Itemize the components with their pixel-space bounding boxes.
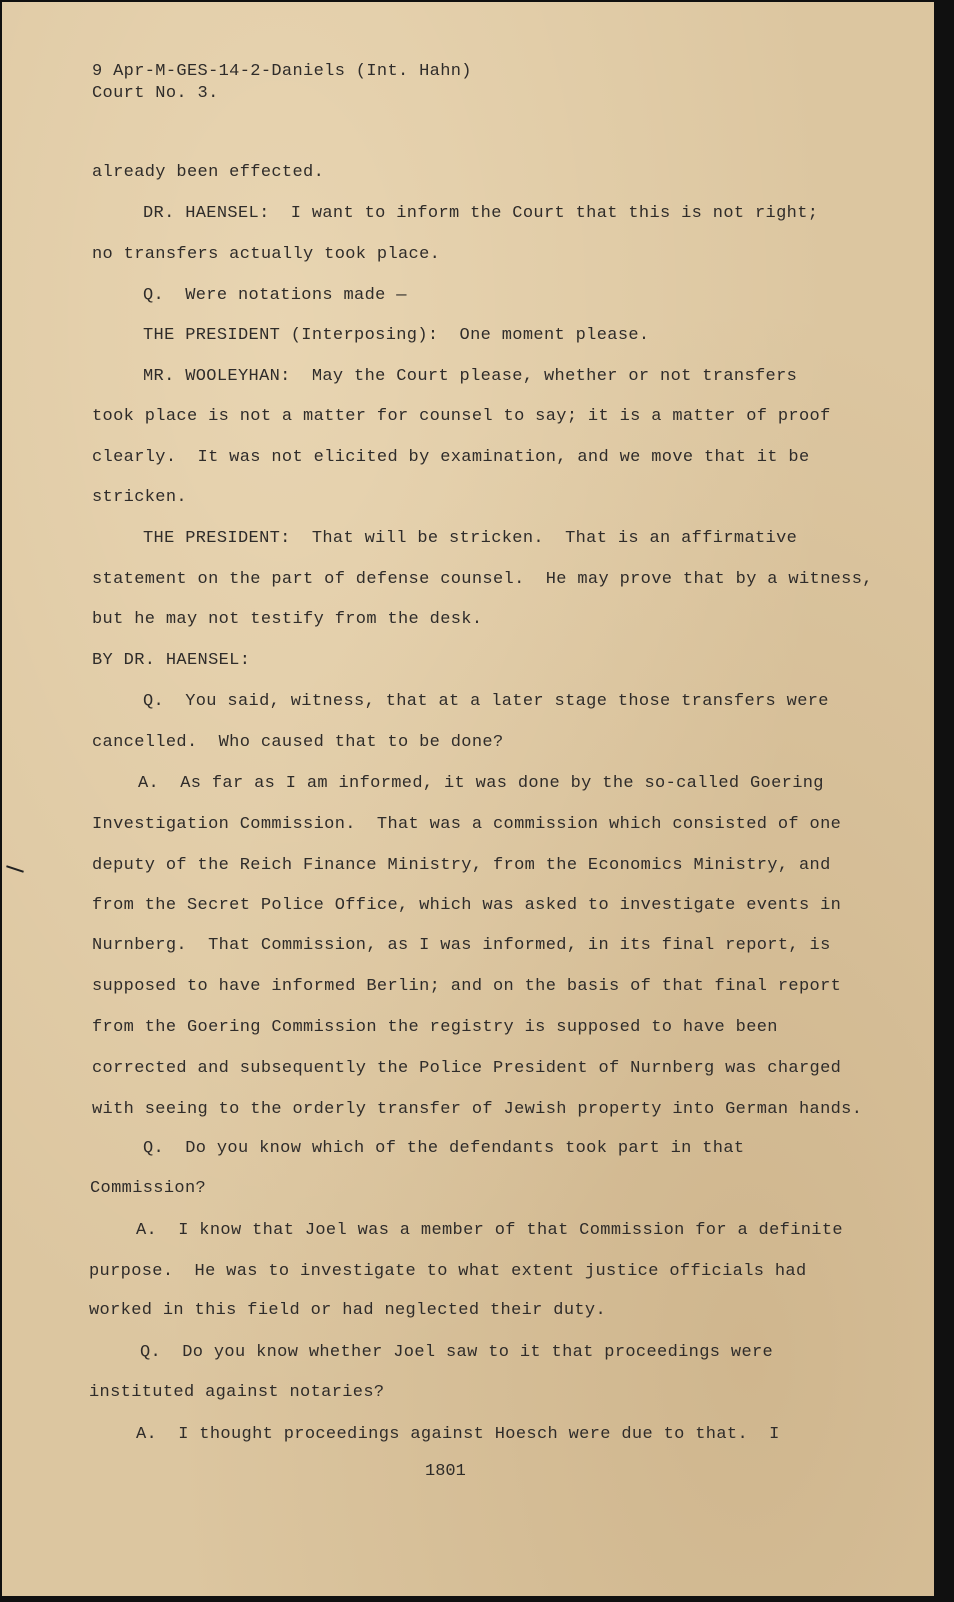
header-line-2: Court No. 3. [92,84,219,103]
page-number: 1801 [425,1462,466,1481]
text-line: Commission? [90,1179,207,1198]
text-line: cancelled. Who caused that to be done? [92,733,504,752]
text-line: with seeing to the orderly transfer of Jewish property into German hands. [92,1100,863,1119]
text-line: deputy of the Reich Finance Ministry, from the Economics Ministry, and [92,856,831,875]
text-line: clearly. It was not elicited by examination, and we move that it be [92,448,810,467]
text-line: THE PRESIDENT (Interposing): One moment please. [143,326,650,345]
text-line: Investigation Commission. That was a commission which consisted of one [92,815,842,834]
text-line: already been effected. [92,163,325,182]
text-line: but he may not testify from the desk. [92,610,483,629]
text-line: from the Goering Commission the registry is supposed to have been [92,1018,778,1037]
text-line: from the Secret Police Office, which was asked to investigate events in [92,896,842,915]
text-line: stricken. [92,488,187,507]
text-line: statement on the part of defense counsel. He may prove that by a witness, [92,570,873,589]
text-line: MR. WOOLEYHAN: May the Court please, whether or not transfers [143,367,798,386]
text-line: THE PRESIDENT: That will be stricken. That is an affirmative [143,529,798,548]
header-line-1: 9 Apr-M-GES-14-2-Daniels (Int. Hahn) [92,62,472,81]
text-line: Nurnberg. That Commission, as I was informed, in its final report, is [92,936,831,955]
document-page [2,2,934,1596]
margin-tick-mark [6,865,24,872]
text-line: took place is not a matter for counsel to say; it is a matter of proof [92,407,831,426]
text-line: Q. You said, witness, that at a later stage those transfers were [143,692,829,711]
text-line: A. As far as I am informed, it was done by the so-called Goering [138,774,824,793]
text-line: purpose. He was to investigate to what extent justice officials had [89,1262,807,1281]
text-line: worked in this field or had neglected their duty. [89,1301,607,1320]
text-line: corrected and subsequently the Police President of Nurnberg was charged [92,1059,842,1078]
text-line: BY DR. HAENSEL: [92,651,251,670]
text-line: Q. Do you know which of the defendants took part in that [143,1139,745,1158]
text-line: no transfers actually took place. [92,245,441,264]
text-line: A. I know that Joel was a member of that Commission for a definite [136,1221,843,1240]
text-line: DR. HAENSEL: I want to inform the Court that this is not right; [143,204,819,223]
text-line: Q. Were notations made — [143,286,407,305]
text-line: A. I thought proceedings against Hoesch were due to that. I [136,1425,780,1444]
text-line: Q. Do you know whether Joel saw to it that proceedings were [140,1343,774,1362]
text-line: instituted against notaries? [89,1383,385,1402]
text-line: supposed to have informed Berlin; and on the basis of that final report [92,977,842,996]
